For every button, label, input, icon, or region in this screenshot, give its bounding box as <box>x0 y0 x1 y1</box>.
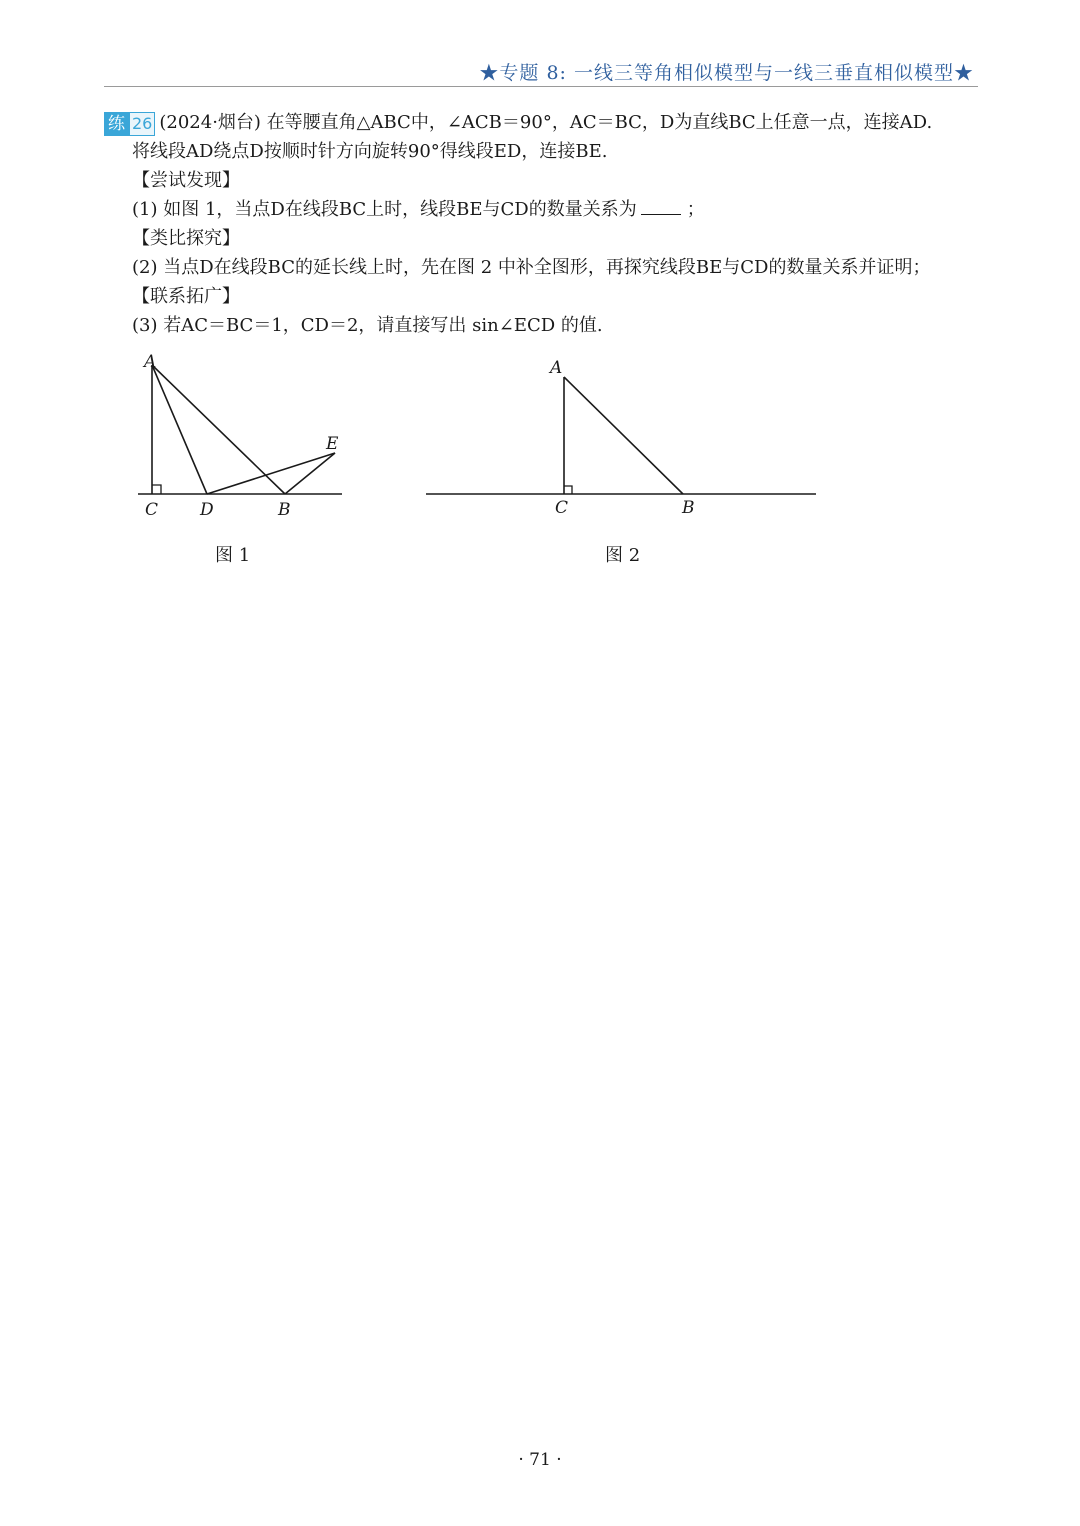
label-B: B <box>682 498 695 518</box>
label-C: C <box>555 498 569 518</box>
segment-BE <box>285 453 335 494</box>
section-heading-try: 【尝试发现】 <box>132 170 240 191</box>
figure-1-caption: 图 1 <box>215 545 251 566</box>
question-1-text: (1) 如图 1，当点D在线段BC上时，线段BE与CD的数量关系为 <box>132 199 637 220</box>
question-1 <box>104 195 984 224</box>
chapter-title: ★专题 8: 一线三等角相似模型与一线三垂直相似模型★ <box>479 62 974 84</box>
exercise-badge-number: 26 <box>129 112 155 136</box>
exercise-badge <box>104 109 155 133</box>
exercise-badge-label: 练 <box>104 112 129 136</box>
figure-1-diagram <box>130 345 370 525</box>
section-heading-extend: 【联系拓广】 <box>132 286 240 307</box>
segment-AD <box>152 365 207 494</box>
question-3: (3) 若AC＝BC＝1，CD＝2，请直接写出 sin∠ECD 的值. <box>132 315 603 336</box>
label-B: B <box>278 500 291 520</box>
segment-DE <box>207 453 335 494</box>
question-1-end: ； <box>686 199 705 220</box>
figure-2-diagram <box>420 345 820 525</box>
answer-blank[interactable] <box>641 196 681 215</box>
figures-area <box>120 345 840 585</box>
page-number: · 71 · <box>518 1450 562 1470</box>
right-angle-mark <box>564 486 572 494</box>
label-A: A <box>144 352 157 372</box>
problem-statement-1: (2024·烟台) 在等腰直角△ABC中，∠ACB＝90°，AC＝BC，D为直线BC上任意一点，连接AD. <box>159 112 933 133</box>
problem-statement-2: 将线段AD绕点D按顺时针方向旋转90°得线段ED，连接BE. <box>132 141 608 162</box>
problem-line-1 <box>104 108 984 137</box>
section-heading-analogy: 【类比探究】 <box>132 228 240 249</box>
page-header <box>104 58 978 87</box>
label-E: E <box>326 434 339 454</box>
segment-AB <box>564 377 683 494</box>
figure-2-caption: 图 2 <box>605 545 641 566</box>
label-D: D <box>200 500 214 520</box>
label-A: A <box>550 358 563 378</box>
label-C: C <box>145 500 159 520</box>
problem-block <box>104 108 984 340</box>
question-2: (2) 当点D在线段BC的延长线上时，先在图 2 中补全图形，再探究线段BE与CD的数量关系并证明； <box>132 257 931 278</box>
right-angle-mark <box>152 485 161 494</box>
